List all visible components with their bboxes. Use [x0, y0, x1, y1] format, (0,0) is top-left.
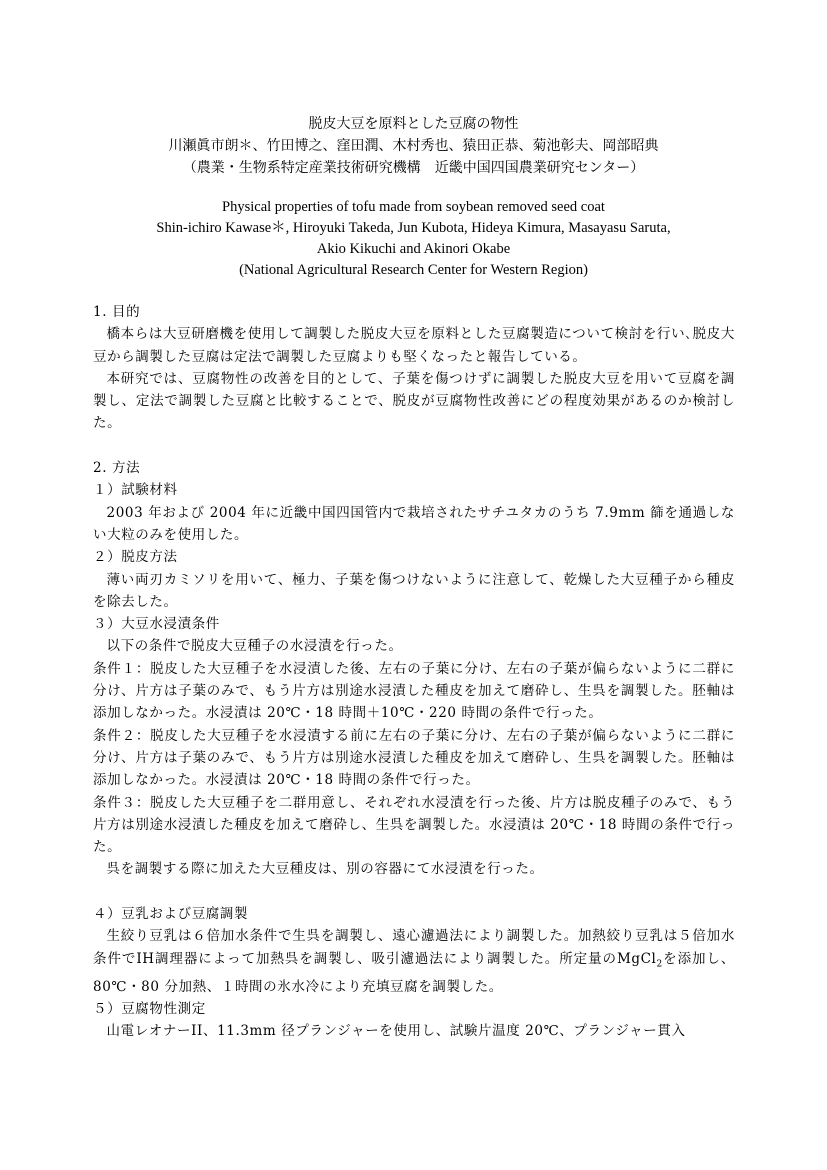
subsection-materials-text: 2003 年および 2004 年に近畿中国四国管内で栽培されたサチユタカのうち 7.9mm 篩を通過しない大粒のみを使用した。 [93, 504, 735, 543]
spacer [93, 881, 735, 903]
subscript-2: 2 [656, 959, 663, 970]
authors-ja: 川瀬眞市朗＊、竹田博之、窪田潤、木村秀也、猿田正恭、菊池彰夫、岡部昭典 [168, 138, 659, 154]
subsection-dehulling-heading: ２）脱皮方法 [93, 549, 178, 566]
subsection-measure-text: 山電レオナーII、11.3mm 径プランジャーを使用し、試験片温度 20℃、プランジャー貫入 [106, 1023, 686, 1040]
affiliation-en: (National Agricultural Research Center for Western Region) [239, 262, 588, 278]
subsection-tofu-heading: ４）豆乳および豆腐調製 [93, 906, 249, 923]
title-ja: 脱皮大豆を原料とした豆腐の物性 [308, 116, 519, 132]
subsection-soaking-text: 以下の条件で脱皮大豆種子の水浸漬を行った。 [106, 638, 403, 655]
title-en: Physical properties of tofu made from soybean removed seed coat [222, 199, 605, 215]
subsection-soaking-heading: ３）大豆水浸漬条件 [93, 616, 220, 633]
condition-2: 条件２：脱皮した大豆種子を水浸漬する前に左右の子葉に分け、左右の子葉が偏らないように二群に分け、片方は子葉のみで、もう片方は別途水浸漬した種皮を加えて磨砕し、生呉を調製した。胚軸は添加しなかった。水浸漬は 20℃・18 時間の条件で行った。 [93, 727, 735, 789]
soaking-note: 呉を調製する際に加えた大豆種皮は、別の容器にて水浸漬を行った。 [106, 861, 544, 878]
authors-en-line-2: Akio Kikuchi and Akinori Okabe [316, 241, 511, 257]
section-1-paragraph-2: 本研究では、豆腐物性の改善を目的として、子葉を傷つけずに調製した脱皮大豆を用いて豆腐を調製し、定法で調製した豆腐と比較することで、脱皮が豆腐物性改善にどの程度効果があるのか検討した。 [93, 370, 735, 432]
affiliation-ja: （農業・生物系特定産業技術研究機構 近畿中国四国農業研究センター） [182, 160, 645, 176]
section-1-heading: 1. 目的 [93, 304, 141, 320]
body-text [93, 301, 735, 1042]
tofu-text-part-a: 生絞り豆乳は６倍加水条件で生呉を調製し、遠心濾過法により調製した。加熱絞り豆乳は５倍加水条件でIH調理器によって加熱呉を調製し、吸引濾過法により調製した。所定量のMgCl [93, 928, 735, 967]
subsection-tofu-text [93, 925, 735, 998]
condition-1: 条件１：脱皮した大豆種子を水浸漬した後、左右の子葉に分け、左右の子葉が偏らないように二群に分け、片方は子葉のみで、もう片方は別途水浸漬した種皮を加えて磨砕し、生呉を調製した。胚軸は添加しなかった。水浸漬は 20℃・18 時間＋10℃・220 時間の条件で行った。 [93, 660, 735, 722]
authors-en-line-1: Shin-ichiro Kawase＊, Hiroyuki Takeda, Jun Kubota, Hideya Kimura, Masayasu Saruta, [156, 220, 671, 236]
section-2-heading: 2. 方法 [93, 460, 141, 477]
condition-3: 条件３：脱皮した大豆種子を二群用意し、それぞれ水浸漬を行った後、片方は脱皮種子のみで、もう片方は別途水浸漬した種皮を加えて磨砕し、生呉を調製した。水浸漬は 20℃・18 時間の条件で行った。 [93, 794, 735, 856]
spacer [93, 435, 735, 457]
tofu-text-part-b: を添加し、80℃・80 分加熱、１時間の氷水冷により充填豆腐を調製した。 [93, 950, 736, 995]
subsection-materials-heading: １）試験材料 [93, 482, 178, 499]
subsection-measure-heading: ５）豆腐物性測定 [93, 1000, 206, 1017]
subsection-dehulling-text: 薄い両刃カミソリを用いて、極力、子葉を傷つけないように注意して、乾燥した大豆種子から種皮を除去した。 [93, 571, 735, 610]
section-1-paragraph-1: 橋本らは大豆研磨機を使用して調製した脱皮大豆を原料とした豆腐製造について検討を行い､脱皮大豆から調製した豆腐は定法で調製した豆腐よりも堅くなったと報告している。 [93, 326, 735, 365]
